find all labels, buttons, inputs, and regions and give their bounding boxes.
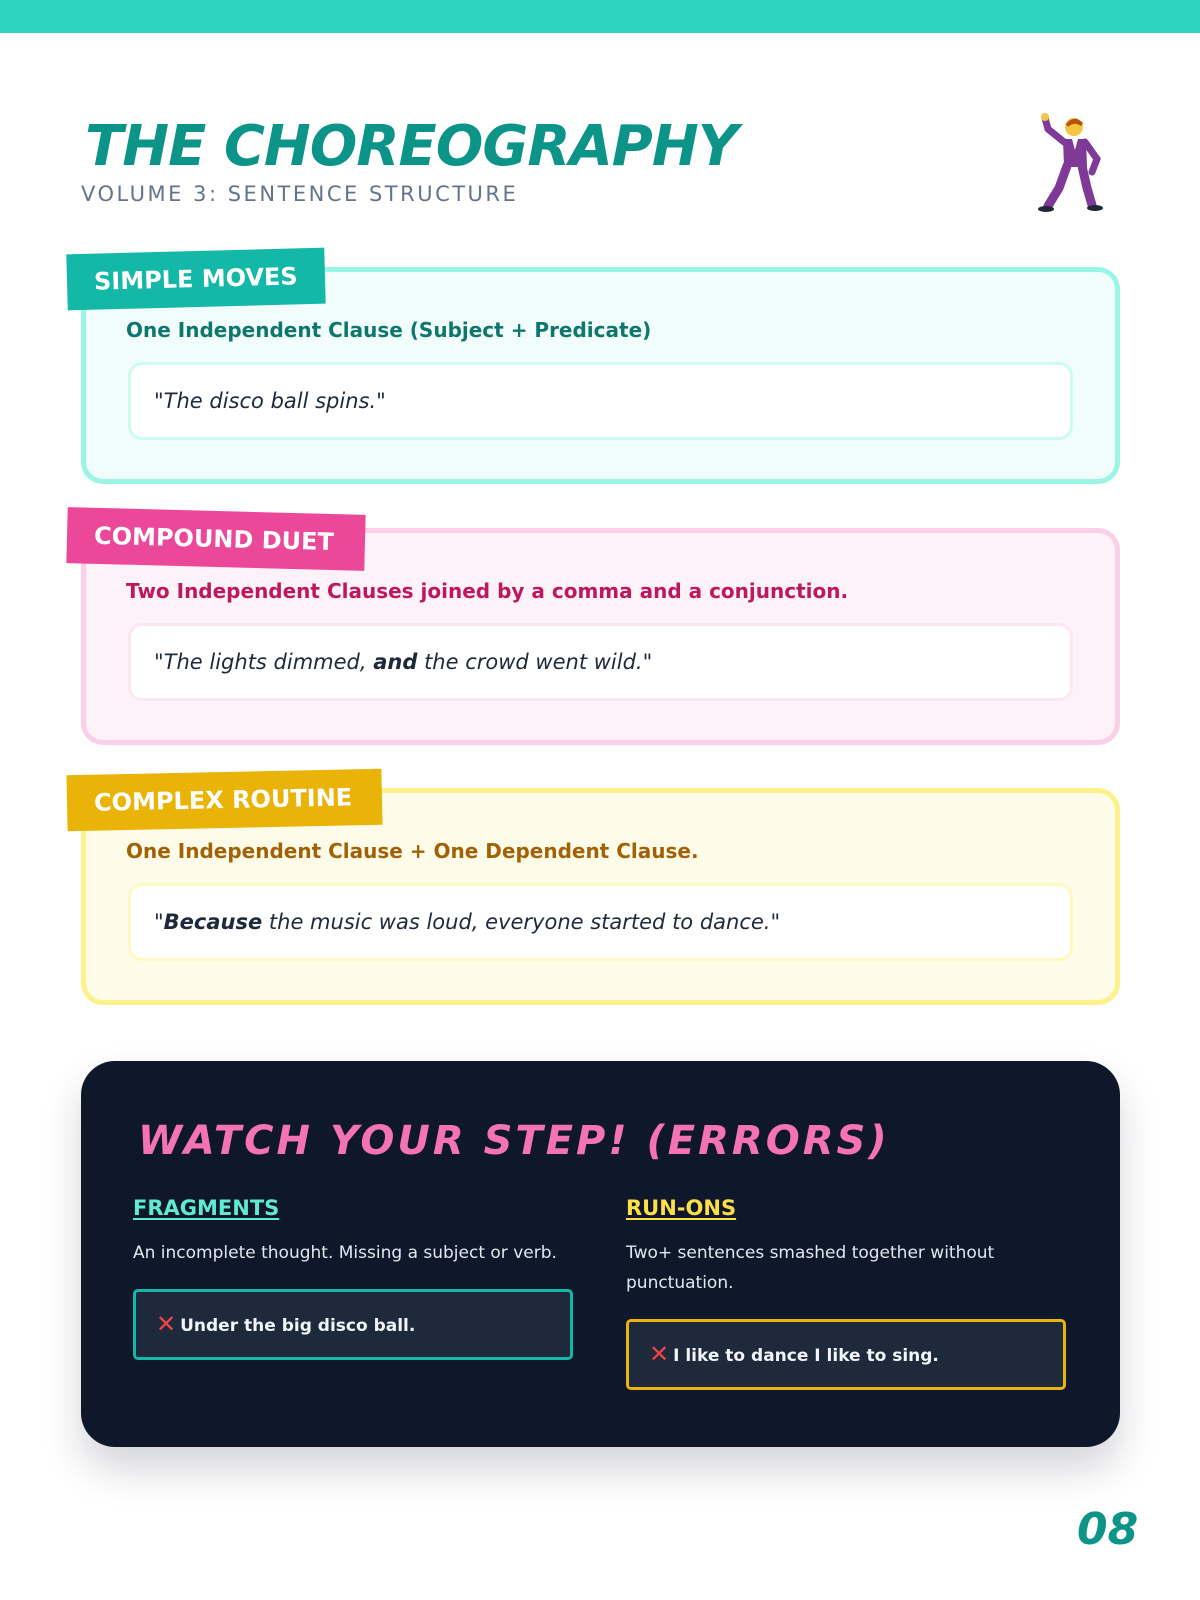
example-text: "The disco ball spins." xyxy=(154,389,386,413)
fragments-example: Under the big disco ball. xyxy=(180,1316,416,1336)
runons-example-box xyxy=(626,1319,1066,1390)
complex-routine-description: One Independent Clause + One Dependent Clause. xyxy=(126,839,699,863)
example-text: " xyxy=(154,910,164,934)
fragments-heading: FRAGMENTS xyxy=(133,1196,280,1220)
runons-column xyxy=(626,1194,1066,1390)
fragments-example-box xyxy=(133,1289,573,1360)
complex-routine-example xyxy=(128,883,1073,961)
top-accent-bar xyxy=(0,0,1200,33)
cross-mark-icon: ✕ xyxy=(156,1310,177,1338)
simple-moves-tag: SIMPLE MOVES xyxy=(66,248,325,311)
page-title: THE CHOREOGRAPHY xyxy=(85,114,738,179)
cross-mark-icon: ✕ xyxy=(649,1340,670,1368)
example-emphasis: and xyxy=(373,650,418,674)
compound-duet-description: Two Independent Clauses joined by a comma and a conjunction. xyxy=(126,579,849,603)
runons-heading: RUN-ONS xyxy=(626,1196,737,1220)
errors-title: WATCH YOUR STEP! (ERRORS) xyxy=(138,1118,890,1164)
simple-moves-example xyxy=(128,362,1073,440)
complex-routine-tag: COMPLEX ROUTINE xyxy=(66,769,382,832)
compound-duet-tag: COMPOUND DUET xyxy=(66,507,365,571)
compound-duet-example xyxy=(128,623,1073,701)
page-number: 08 xyxy=(1077,1504,1139,1555)
fragments-description: An incomplete thought. Missing a subject or verb. xyxy=(133,1243,557,1263)
example-text: "The lights dimmed, xyxy=(154,650,374,674)
errors-panel xyxy=(81,1061,1120,1447)
simple-moves-description: One Independent Clause (Subject + Predicate) xyxy=(126,318,652,342)
example-emphasis: Because xyxy=(163,910,263,934)
page-subtitle: VOLUME 3: SENTENCE STRUCTURE xyxy=(81,182,519,206)
runons-description: Two+ sentences smashed together without punctuation. xyxy=(626,1243,995,1293)
example-text: the crowd went wild." xyxy=(417,650,653,674)
runons-example: I like to dance I like to sing. xyxy=(673,1346,939,1366)
example-text: the music was loud, everyone started to dance." xyxy=(262,910,781,934)
man-dancing-icon xyxy=(1036,112,1106,214)
fragments-column xyxy=(133,1194,573,1360)
